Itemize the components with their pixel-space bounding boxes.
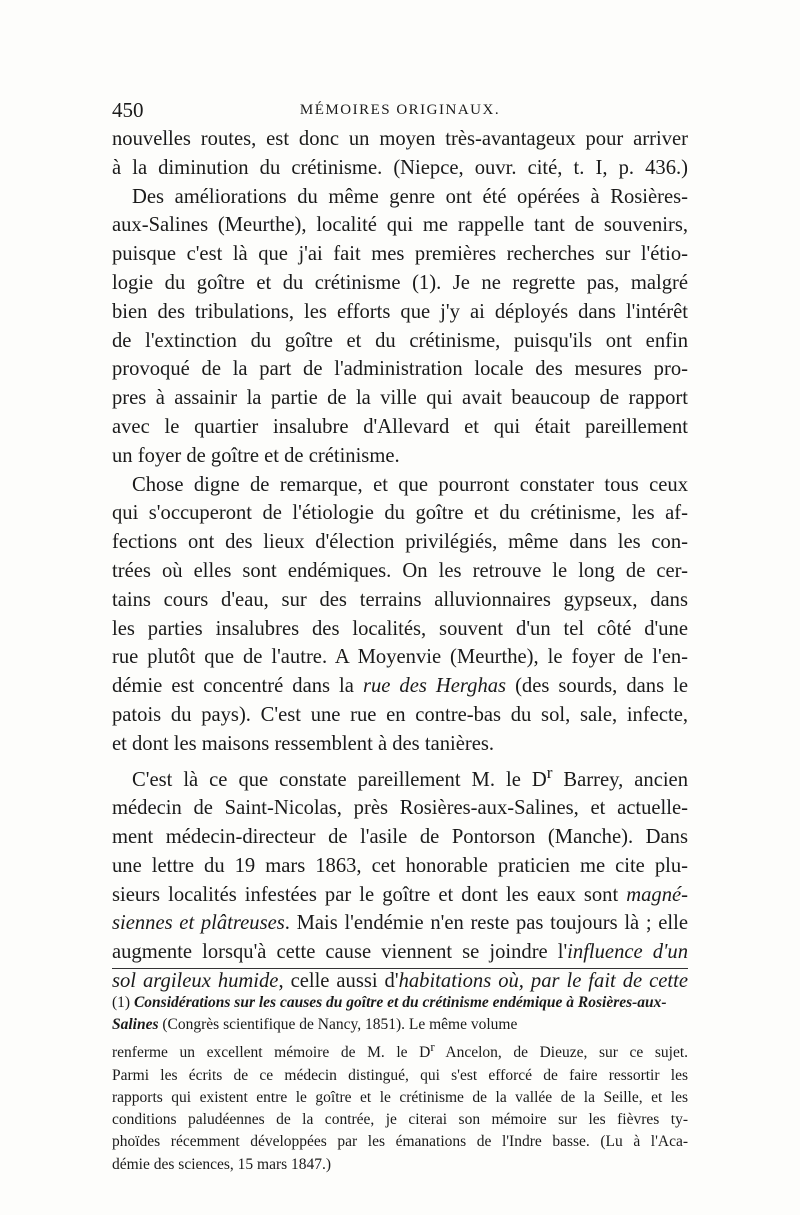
italic-term: influence d'un: [567, 941, 688, 964]
footnote-line: [112, 992, 688, 1036]
footnote-line: Parmi les écrits de ce médecin distingué, qui s'est efforcé de faire ressortir les: [112, 1066, 688, 1084]
text-segment: (des sourds, dans le: [506, 675, 688, 698]
italic-term: habitations où, par le fait de cette: [398, 969, 688, 992]
running-head: [112, 98, 688, 122]
text-segment: démie est concentré dans la: [112, 675, 363, 698]
text-line: à la diminution du crétinisme. (Niepce, ouvr. cité, t. I, p. 436.): [112, 156, 688, 179]
footnote-line: rapports qui existent entre le goître et le crétinisme de la vallée de la Seille, et les: [112, 1088, 688, 1106]
text-line: médecin de Saint-Nicolas, près Rosières-aux-Salines, et actuelle-: [112, 797, 688, 820]
text-segment: . Mais l'endémie n'en reste pas toujours là ; elle: [284, 912, 688, 935]
street-name: rue des Herghas: [362, 675, 507, 698]
footnote-line: démie des sciences, 15 mars 1847.): [112, 1155, 332, 1173]
text-line: provoqué de la part de l'administration locale des mesures pro-: [112, 358, 688, 381]
footnote-title: Considérations sur les causes du goître et du crétinisme endémique à Rosières-aux-Salines: [112, 994, 667, 1034]
superscript: r: [546, 762, 553, 782]
text-line: et dont les maisons ressemblent à des tanières.: [112, 732, 495, 755]
text-line: [112, 938, 688, 967]
text-line: patois du pays). C'est une rue en contre-bas du sol, sale, infecte,: [112, 703, 688, 726]
footnote-line: [112, 1036, 688, 1064]
footnote-marker: (1): [112, 994, 131, 1011]
text-line: [112, 909, 688, 938]
text-line: rue plutôt que de l'autre. A Moyenvie (Meurthe), le foyer de l'en-: [112, 646, 688, 669]
text-line: trées où elles sont endémiques. On les retrouve le long de cer-: [112, 559, 688, 582]
text-line: Chose digne de remarque, et que pourront constater tous ceux: [132, 473, 688, 496]
page-number: 450: [112, 98, 144, 122]
text-line: de l'extinction du goître et du crétinisme, puisqu'ils ont enfin: [112, 329, 688, 352]
text-line: les parties insalubres des localités, souvent d'un tel côté d'une: [112, 617, 688, 640]
footnote: [112, 992, 688, 1176]
text-line: ment médecin-directeur de l'asile de Pontorson (Manche). Dans: [112, 825, 688, 848]
text-line: Des améliorations du même genre ont été opérées à Rosières-: [132, 185, 688, 208]
text-segment: C'est là ce que constate pareillement M. le D: [132, 768, 547, 791]
text-line: pres à assainir la partie de la ville qui avait beaucoup de rapport: [112, 387, 688, 410]
text-line: logie du goître et du crétinisme (1). Je ne regrette pas, malgré: [112, 271, 688, 294]
footnote-line: conditions paludéennes de la contrée, je citerai son mémoire sur les fièvres ty-: [112, 1111, 688, 1129]
text-segment: sieurs localités infestées par le goître et dont les eaux sont: [112, 883, 627, 906]
text-line: puisque c'est là que j'ai fait mes premières recherches sur l'étio-: [112, 243, 688, 266]
footnote-rule: [112, 968, 688, 969]
footnote-text: (Congrès scientifique de Nancy, 1851). Le même volume: [162, 1016, 518, 1034]
text-line: aux-Salines (Meurthe), localité qui me rappelle tant de souvenirs,: [112, 214, 688, 237]
text-line: un foyer de goître et de crétinisme.: [112, 444, 400, 467]
text-line: nouvelles routes, est donc un moyen très-avantageux pour arriver: [112, 128, 688, 150]
body-text: [112, 125, 688, 996]
text-line: [112, 759, 688, 795]
text-line: fections ont des lieux d'élection privilégiés, même dans les con-: [112, 531, 688, 554]
text-line: avec le quartier insalubre d'Allevard et qui était pareillement: [112, 415, 688, 438]
text-segment: augmente lorsqu'à cette cause viennent se joindre l': [112, 941, 568, 964]
italic-term: siennes et plâtreuses: [112, 912, 285, 935]
text-line: tains cours d'eau, sur des terrains alluvionnaires gypseux, dans: [112, 588, 688, 611]
superscript: r: [430, 1039, 435, 1055]
text-line: qui s'occuperont de l'étiologie du goître et du crétinisme, les af-: [112, 502, 688, 525]
text-line: bien des tribulations, les efforts que j'y ai déployés dans l'intérêt: [112, 300, 688, 323]
italic-term: sol argileux humide: [112, 969, 279, 992]
text-segment: Barrey, ancien: [552, 768, 688, 791]
running-title: MÉMOIRES ORIGINAUX.: [299, 102, 501, 118]
footnote-text: Ancelon, de Dieuze, sur ce sujet.: [434, 1044, 689, 1062]
text-line: [112, 672, 688, 701]
text-line: [112, 881, 688, 910]
text-line: une lettre du 19 mars 1863, cet honorable praticien me cite plu-: [112, 854, 688, 877]
footnote-line: phoïdes récemment développées par les émanations de l'Indre basse. (Lu à l'Aca-: [112, 1133, 688, 1151]
footnote-text: renferme un excellent mémoire de M. le D: [112, 1044, 431, 1062]
text-segment: , celle aussi d': [278, 969, 399, 992]
italic-term: magné-: [626, 883, 688, 906]
